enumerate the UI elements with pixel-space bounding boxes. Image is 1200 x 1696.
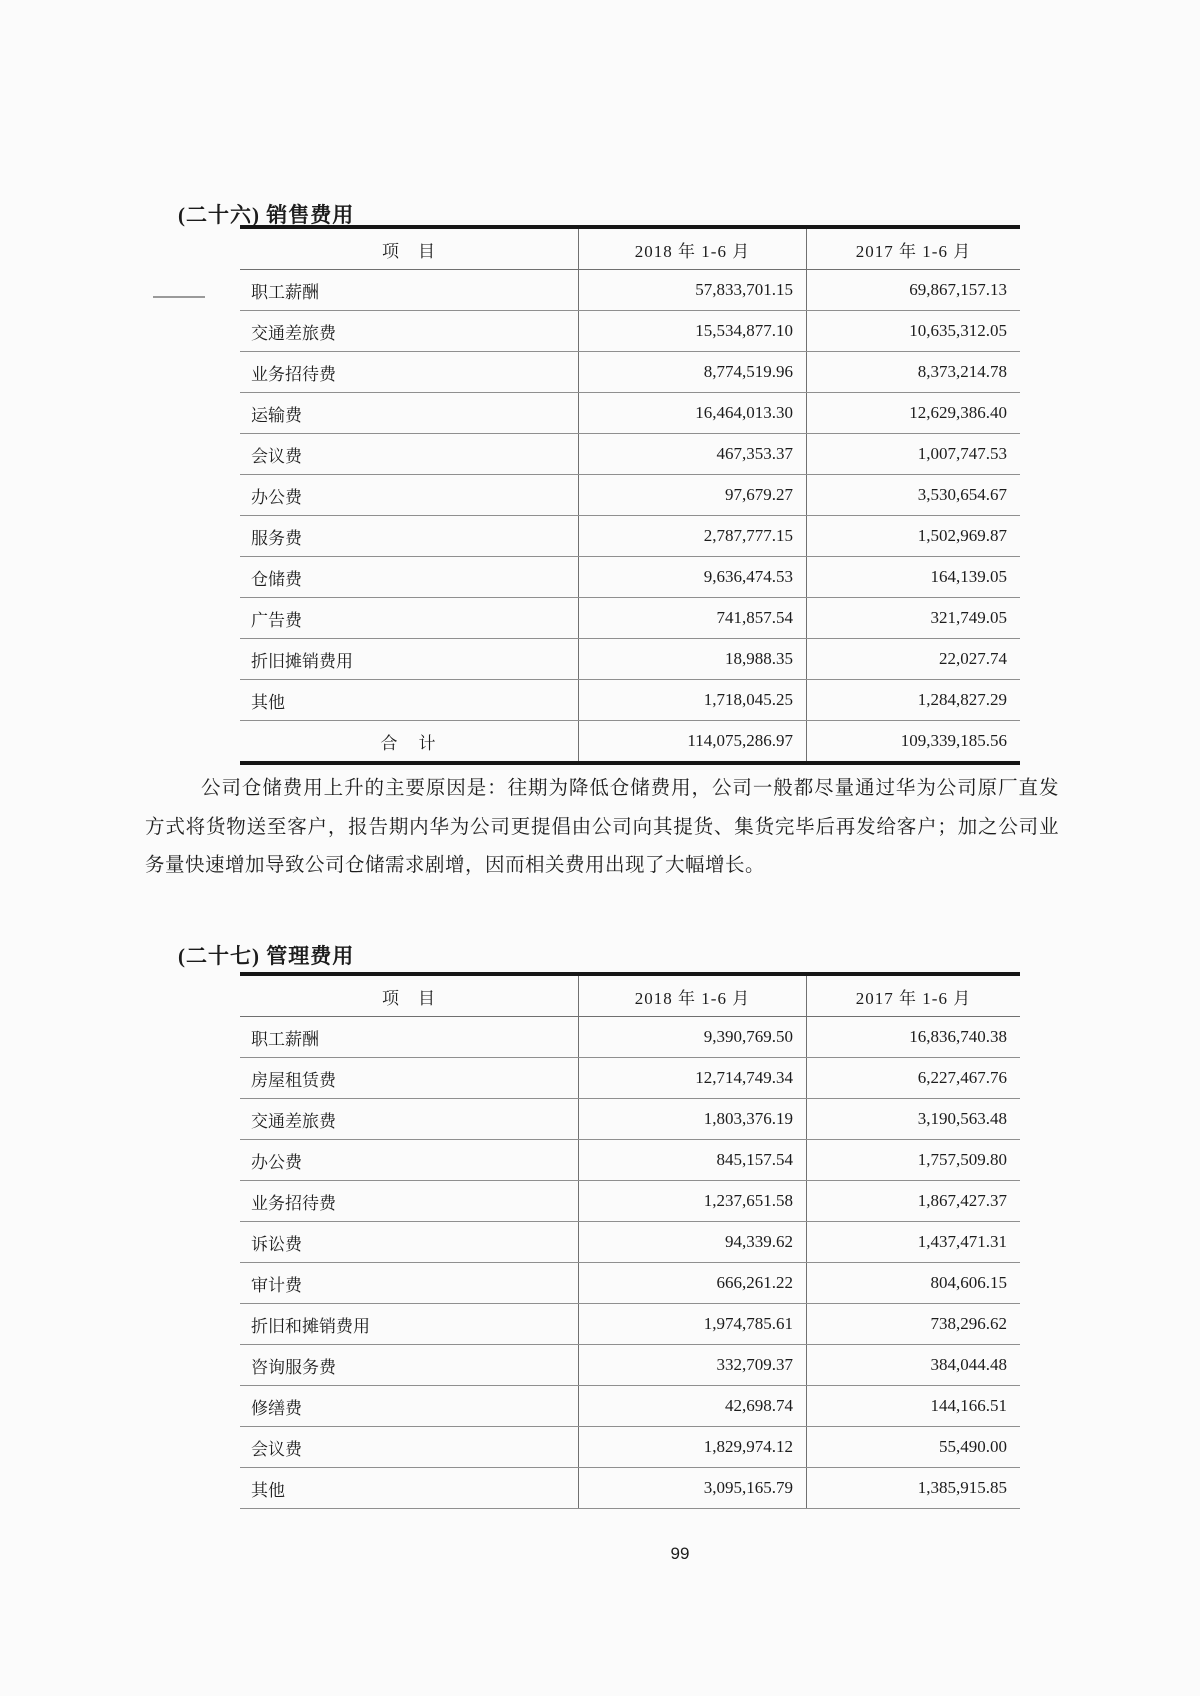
cell-2018-value: 97,679.27 [578,475,806,515]
cell-2018-value: 9,390,769.50 [578,1017,806,1057]
table-row [240,1017,1020,1058]
table-row [240,598,1020,639]
header-cell-item: 项 目 [382,241,436,261]
cell-2017-value: 804,606.15 [806,1263,1020,1303]
cell-2017-value: 12,629,386.40 [806,393,1020,433]
cell-item-label: 办公费 [251,1152,302,1172]
cell-2017-value: 384,044.48 [806,1345,1020,1385]
total-label: 合 计 [380,733,438,753]
cell-item-label: 职工薪酬 [251,1029,319,1049]
cell-2017-value: 164,139.05 [806,557,1020,597]
total-2017-value: 109,339,185.56 [806,721,1020,761]
cell-2018-value: 666,261.22 [578,1263,806,1303]
header-cell-item: 项 目 [382,988,436,1008]
cell-2017-value: 738,296.62 [806,1304,1020,1344]
cell-2017-value: 10,635,312.05 [806,311,1020,351]
cell-2018-value: 1,829,974.12 [578,1427,806,1467]
header-cell-2017: 2017 年 1-6 月 [806,976,1020,1016]
table-row [240,311,1020,352]
table-row [240,1058,1020,1099]
cell-2018-value: 741,857.54 [578,598,806,638]
section-26-heading: (二十六) 销售费用 [178,203,355,227]
table-row [240,1222,1020,1263]
header-cell-2018: 2018 年 1-6 月 [578,229,806,269]
cell-2017-value: 1,757,509.80 [806,1140,1020,1180]
table-row [240,1304,1020,1345]
table-row [240,680,1020,721]
cell-2017-value: 22,027.74 [806,639,1020,679]
header-cell-2017: 2017 年 1-6 月 [806,229,1020,269]
cell-item-label: 其他 [251,1480,285,1500]
total-row [240,721,1020,765]
cell-2017-value: 144,166.51 [806,1386,1020,1426]
cell-2017-value: 55,490.00 [806,1427,1020,1467]
cell-2018-value: 1,718,045.25 [578,680,806,720]
table-row [240,557,1020,598]
admin-expenses-table [240,972,1020,1509]
cell-2018-value: 3,095,165.79 [578,1468,806,1508]
cell-item-label: 其他 [251,692,285,712]
section-27-heading: (二十七) 管理费用 [178,944,355,968]
cell-2017-value: 321,749.05 [806,598,1020,638]
cell-item-label: 诉讼费 [251,1234,302,1254]
table-header-row [240,976,1020,1017]
cell-2018-value: 12,714,749.34 [578,1058,806,1098]
cell-item-label: 业务招待费 [251,1193,336,1213]
cell-item-label: 咨询服务费 [251,1357,336,1377]
cell-2017-value: 16,836,740.38 [806,1017,1020,1057]
cell-2018-value: 1,974,785.61 [578,1304,806,1344]
cell-2017-value: 6,227,467.76 [806,1058,1020,1098]
table-row [240,639,1020,680]
cell-2018-value: 18,988.35 [578,639,806,679]
cell-2018-value: 16,464,013.30 [578,393,806,433]
table-row [240,1386,1020,1427]
table-row [240,352,1020,393]
cell-item-label: 仓储费 [251,569,302,589]
table-row [240,516,1020,557]
cell-item-label: 广告费 [251,610,302,630]
cell-item-label: 职工薪酬 [251,282,319,302]
cell-2017-value: 1,437,471.31 [806,1222,1020,1262]
cell-item-label: 会议费 [251,446,302,466]
table-row [240,393,1020,434]
cell-item-label: 折旧摊销费用 [251,651,353,671]
table-row [240,475,1020,516]
cell-2017-value: 1,867,427.37 [806,1181,1020,1221]
cell-2017-value: 8,373,214.78 [806,352,1020,392]
table-header-row [240,229,1020,270]
cell-2018-value: 8,774,519.96 [578,352,806,392]
table-row [240,1468,1020,1509]
table-row [240,1427,1020,1468]
cell-2018-value: 845,157.54 [578,1140,806,1180]
cell-2018-value: 94,339.62 [578,1222,806,1262]
table-body [240,1017,1020,1509]
margin-dash-artifact [153,296,205,298]
cell-2018-value: 9,636,474.53 [578,557,806,597]
table-row [240,1181,1020,1222]
cell-item-label: 运输费 [251,405,302,425]
cell-item-label: 服务费 [251,528,302,548]
table-row [240,434,1020,475]
cell-item-label: 交通差旅费 [251,323,336,343]
cell-2018-value: 1,803,376.19 [578,1099,806,1139]
cell-2017-value: 1,502,969.87 [806,516,1020,556]
cell-2018-value: 1,237,651.58 [578,1181,806,1221]
table-row [240,1099,1020,1140]
header-cell-2018: 2018 年 1-6 月 [578,976,806,1016]
cell-2018-value: 15,534,877.10 [578,311,806,351]
cell-item-label: 业务招待费 [251,364,336,384]
selling-expenses-table [240,225,1020,765]
table-body [240,270,1020,721]
page-number: 99 [670,1544,690,1563]
cell-2017-value: 1,284,827.29 [806,680,1020,720]
cell-item-label: 折旧和摊销费用 [251,1316,370,1336]
warehouse-cost-note-paragraph: 公司仓储费用上升的主要原因是：往期为降低仓储费用，公司一般都尽量通过华为公司原厂直发方式将货物送至客户，报告期内华为公司更提倡由公司向其提货、集货完毕后再发给客户；加之公司业务量快速增加导致公司仓储需求剧增，因而相关费用出现了大幅增长。 [145,778,1059,876]
cell-2017-value: 3,190,563.48 [806,1099,1020,1139]
cell-2018-value: 332,709.37 [578,1345,806,1385]
cell-2017-value: 69,867,157.13 [806,270,1020,310]
cell-2018-value: 42,698.74 [578,1386,806,1426]
cell-item-label: 修缮费 [251,1398,302,1418]
cell-item-label: 交通差旅费 [251,1111,336,1131]
cell-item-label: 会议费 [251,1439,302,1459]
cell-2017-value: 3,530,654.67 [806,475,1020,515]
cell-item-label: 办公费 [251,487,302,507]
cell-item-label: 房屋租赁费 [251,1070,336,1090]
table-row [240,1345,1020,1386]
table-row [240,270,1020,311]
cell-item-label: 审计费 [251,1275,302,1295]
cell-2017-value: 1,385,915.85 [806,1468,1020,1508]
total-2018-value: 114,075,286.97 [578,721,806,761]
cell-2018-value: 467,353.37 [578,434,806,474]
cell-2018-value: 2,787,777.15 [578,516,806,556]
cell-2017-value: 1,007,747.53 [806,434,1020,474]
table-row [240,1140,1020,1181]
table-row [240,1263,1020,1304]
cell-2018-value: 57,833,701.15 [578,270,806,310]
